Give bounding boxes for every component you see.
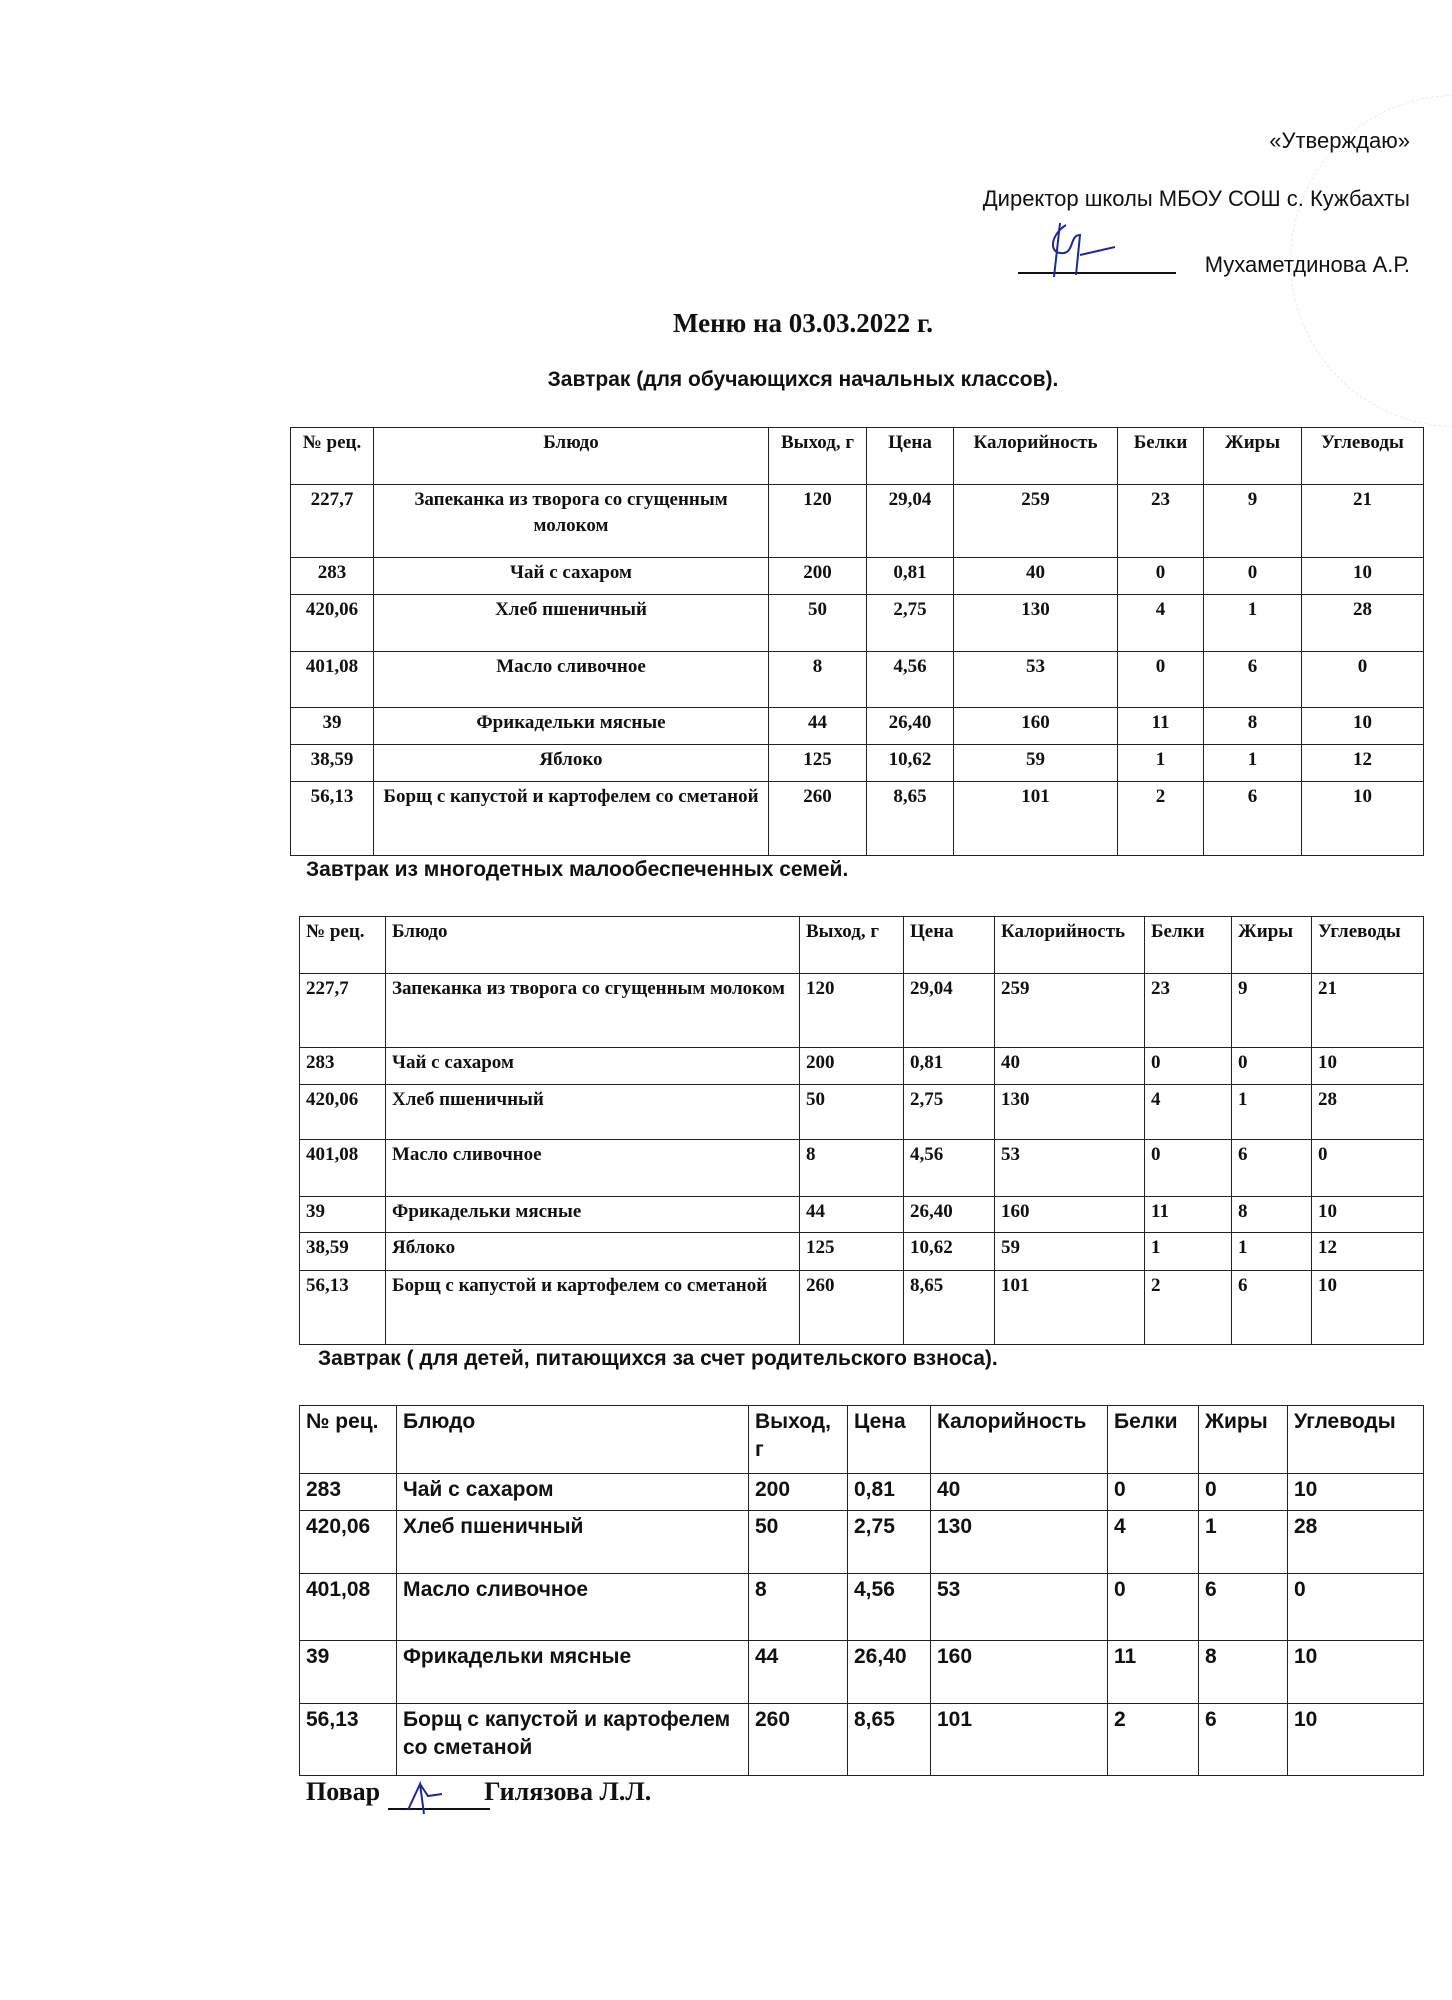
column-header: Цена: [848, 1406, 931, 1474]
table-cell: 10: [1312, 1048, 1424, 1085]
table-cell: 125: [769, 745, 867, 782]
table-cell: 39: [300, 1197, 386, 1233]
table-cell: Борщ с капустой и картофелем со сметаной: [397, 1704, 749, 1776]
column-header: № рец.: [300, 1406, 397, 1474]
table-cell: 0: [1145, 1140, 1232, 1197]
column-header: Калорийность: [954, 428, 1118, 485]
table-cell: 39: [300, 1641, 397, 1704]
column-header: Углеводы: [1302, 428, 1424, 485]
column-header: Калорийность: [931, 1406, 1108, 1474]
table-cell: 401,08: [300, 1140, 386, 1197]
table-cell: 26,40: [848, 1641, 931, 1704]
table-cell: 8: [1199, 1641, 1288, 1704]
table-cell: 39: [291, 708, 374, 745]
table-cell: 101: [995, 1271, 1145, 1345]
table-cell: 11: [1118, 708, 1204, 745]
column-header: Блюдо: [374, 428, 769, 485]
table-cell: 0: [1108, 1474, 1199, 1511]
table-cell: 8,65: [867, 782, 954, 856]
table-cell: 29,04: [904, 974, 995, 1048]
table-cell: 1: [1145, 1233, 1232, 1271]
table-cell: 28: [1302, 595, 1424, 652]
table-cell: Чай с сахаром: [397, 1474, 749, 1511]
table-cell: 8: [749, 1574, 848, 1641]
table-row: [291, 652, 1424, 708]
table-cell: Запеканка из творога со сгущенным молоком: [374, 485, 769, 558]
column-header: Белки: [1108, 1406, 1199, 1474]
table-cell: 40: [995, 1048, 1145, 1085]
table-cell: 8,65: [904, 1271, 995, 1345]
column-header: Жиры: [1232, 917, 1312, 974]
table-cell: 2: [1108, 1704, 1199, 1776]
table-row: [300, 1197, 1424, 1233]
table-cell: 59: [995, 1233, 1145, 1271]
table-cell: 125: [800, 1233, 904, 1271]
table-cell: 6: [1199, 1574, 1288, 1641]
table-cell: 29,04: [867, 485, 954, 558]
table-cell: 283: [291, 558, 374, 595]
table-cell: 44: [800, 1197, 904, 1233]
menu-table-primary: [290, 427, 1424, 856]
table-cell: 420,06: [300, 1085, 386, 1140]
table-cell: 200: [749, 1474, 848, 1511]
table-cell: 0: [1145, 1048, 1232, 1085]
table-cell: Чай с сахаром: [386, 1048, 800, 1085]
table-cell: 21: [1302, 485, 1424, 558]
table-cell: 1: [1232, 1233, 1312, 1271]
table-cell: 283: [300, 1048, 386, 1085]
table-cell: 420,06: [291, 595, 374, 652]
table-cell: 4: [1145, 1085, 1232, 1140]
table-cell: 130: [995, 1085, 1145, 1140]
table-cell: 2,75: [848, 1511, 931, 1574]
table-header-row: [291, 428, 1424, 485]
table-cell: 120: [800, 974, 904, 1048]
table-cell: 8: [800, 1140, 904, 1197]
column-header: Белки: [1145, 917, 1232, 974]
table-cell: 38,59: [300, 1233, 386, 1271]
table-cell: 50: [800, 1085, 904, 1140]
table-cell: 59: [954, 745, 1118, 782]
table-cell: 0: [1118, 652, 1204, 708]
table-cell: 0: [1288, 1574, 1424, 1641]
table-cell: 10: [1302, 558, 1424, 595]
table-header-row: [300, 917, 1424, 974]
table-cell: 401,08: [291, 652, 374, 708]
table-cell: 6: [1232, 1271, 1312, 1345]
table-cell: Борщ с капустой и картофелем со сметаной: [374, 782, 769, 856]
page-title: Меню на 03.03.2022 г.: [672, 308, 934, 338]
column-header: Цена: [904, 917, 995, 974]
cook-label: Повар: [306, 1777, 381, 1806]
column-header: № рец.: [291, 428, 374, 485]
table-cell: Чай с сахаром: [374, 558, 769, 595]
table-cell: 4: [1108, 1511, 1199, 1574]
table-cell: 260: [800, 1271, 904, 1345]
table-cell: 10: [1312, 1197, 1424, 1233]
table-cell: 11: [1145, 1197, 1232, 1233]
table-cell: Хлеб пшеничный: [397, 1511, 749, 1574]
table-row: [300, 1704, 1424, 1776]
table-cell: 160: [931, 1641, 1108, 1704]
table-cell: 200: [800, 1048, 904, 1085]
table-cell: 0: [1312, 1140, 1424, 1197]
table-cell: 101: [954, 782, 1118, 856]
table-cell: 10: [1288, 1641, 1424, 1704]
column-header: Цена: [867, 428, 954, 485]
table-cell: 1: [1199, 1511, 1288, 1574]
menu-table-large-families: [299, 916, 1424, 1345]
column-header: Блюдо: [386, 917, 800, 974]
table-cell: 0,81: [904, 1048, 995, 1085]
table-cell: 23: [1118, 485, 1204, 558]
column-header: Углеводы: [1312, 917, 1424, 974]
table-row: [300, 974, 1424, 1048]
table-cell: 53: [995, 1140, 1145, 1197]
table-row: [300, 1140, 1424, 1197]
table-cell: 130: [931, 1511, 1108, 1574]
table-cell: Яблоко: [374, 745, 769, 782]
table-cell: 12: [1312, 1233, 1424, 1271]
table-cell: Борщ с капустой и картофелем со сметаной: [386, 1271, 800, 1345]
table-cell: 53: [931, 1574, 1108, 1641]
cook-signature-icon: [398, 1778, 458, 1818]
table-cell: 28: [1312, 1085, 1424, 1140]
table-cell: 6: [1204, 782, 1302, 856]
table-cell: 56,13: [300, 1271, 386, 1345]
table-cell: Масло сливочное: [397, 1574, 749, 1641]
column-header: Выход, г: [749, 1406, 848, 1474]
menu-table-parent-paid: [299, 1405, 1424, 1776]
table-cell: 4: [1118, 595, 1204, 652]
table-cell: 227,7: [291, 485, 374, 558]
table-cell: 260: [749, 1704, 848, 1776]
table-cell: 10: [1288, 1474, 1424, 1511]
table-cell: 0: [1204, 558, 1302, 595]
column-header: № рец.: [300, 917, 386, 974]
table-cell: 0: [1199, 1474, 1288, 1511]
table-cell: 4,56: [904, 1140, 995, 1197]
table-row: [300, 1511, 1424, 1574]
column-header: Жиры: [1204, 428, 1302, 485]
table-cell: 1: [1204, 595, 1302, 652]
table-cell: 2: [1118, 782, 1204, 856]
table-row: [291, 485, 1424, 558]
director-title: Директор школы МБОУ СОШ с. Кужбахты: [982, 186, 1410, 211]
table-cell: Хлеб пшеничный: [386, 1085, 800, 1140]
table-row: [300, 1233, 1424, 1271]
table-cell: 2,75: [867, 595, 954, 652]
column-header: Блюдо: [397, 1406, 749, 1474]
table-cell: 227,7: [300, 974, 386, 1048]
table-cell: 10: [1302, 782, 1424, 856]
table-cell: 2: [1145, 1271, 1232, 1345]
table-cell: 0,81: [848, 1474, 931, 1511]
column-header: Жиры: [1199, 1406, 1288, 1474]
table-header-row: [300, 1406, 1424, 1474]
table-row: [291, 708, 1424, 745]
table-cell: 6: [1204, 652, 1302, 708]
table-cell: 9: [1232, 974, 1312, 1048]
table-cell: 1: [1232, 1085, 1312, 1140]
table-cell: 0: [1232, 1048, 1312, 1085]
table-cell: 101: [931, 1704, 1108, 1776]
table-cell: Фрикадельки мясные: [397, 1641, 749, 1704]
table-cell: 283: [300, 1474, 397, 1511]
table-cell: Запеканка из творога со сгущенным молоком: [386, 974, 800, 1048]
table-cell: 401,08: [300, 1574, 397, 1641]
table-row: [291, 782, 1424, 856]
table-cell: 130: [954, 595, 1118, 652]
table-cell: 44: [769, 708, 867, 745]
table-cell: 26,40: [867, 708, 954, 745]
table-cell: 160: [954, 708, 1118, 745]
table-cell: 160: [995, 1197, 1145, 1233]
director-name: Мухаметдинова А.Р.: [1204, 252, 1410, 277]
table-cell: 10,62: [904, 1233, 995, 1271]
table-cell: 6: [1199, 1704, 1288, 1776]
table-cell: 260: [769, 782, 867, 856]
table-cell: 4,56: [867, 652, 954, 708]
table-row: [291, 558, 1424, 595]
table-cell: 23: [1145, 974, 1232, 1048]
table-cell: 9: [1204, 485, 1302, 558]
table-cell: 28: [1288, 1511, 1424, 1574]
table-cell: 12: [1302, 745, 1424, 782]
table-row: [300, 1048, 1424, 1085]
cook-name: Гилязова Л.Л.: [484, 1777, 652, 1806]
table-cell: Фрикадельки мясные: [374, 708, 769, 745]
column-header: Калорийность: [995, 917, 1145, 974]
column-header: Углеводы: [1288, 1406, 1424, 1474]
table-cell: 0: [1118, 558, 1204, 595]
column-header: Выход, г: [769, 428, 867, 485]
table-cell: 50: [749, 1511, 848, 1574]
table-cell: 53: [954, 652, 1118, 708]
table-cell: 44: [749, 1641, 848, 1704]
table-cell: 8: [769, 652, 867, 708]
column-header: Выход, г: [800, 917, 904, 974]
table-cell: Хлеб пшеничный: [374, 595, 769, 652]
table-cell: 259: [995, 974, 1145, 1048]
table-cell: 10: [1312, 1271, 1424, 1345]
table-cell: 200: [769, 558, 867, 595]
section-caption-2: Завтрак из многодетных малообеспеченных семей.: [306, 858, 849, 881]
table-cell: 4,56: [848, 1574, 931, 1641]
table-row: [300, 1641, 1424, 1704]
table-row: [300, 1271, 1424, 1345]
table-row: [291, 595, 1424, 652]
section-caption-1: Завтрак (для обучающихся начальных классов).: [547, 368, 1059, 391]
cook-signature-block: [306, 1777, 651, 1807]
table-cell: 0: [1302, 652, 1424, 708]
table-cell: 0,81: [867, 558, 954, 595]
section-caption-3: Завтрак ( для детей, питающихся за счет родительского взноса).: [318, 1347, 998, 1370]
column-header: Белки: [1118, 428, 1204, 485]
table-cell: 40: [931, 1474, 1108, 1511]
approve-label: «Утверждаю»: [1269, 128, 1410, 153]
table-row: [300, 1574, 1424, 1641]
table-cell: 10: [1302, 708, 1424, 745]
table-cell: 6: [1232, 1140, 1312, 1197]
table-cell: Масло сливочное: [374, 652, 769, 708]
director-signature-icon: [1040, 215, 1130, 285]
table-cell: 120: [769, 485, 867, 558]
table-row: [300, 1085, 1424, 1140]
table-cell: 38,59: [291, 745, 374, 782]
table-cell: 50: [769, 595, 867, 652]
table-cell: 56,13: [300, 1704, 397, 1776]
table-cell: Масло сливочное: [386, 1140, 800, 1197]
table-cell: Яблоко: [386, 1233, 800, 1271]
table-cell: 8: [1204, 708, 1302, 745]
table-cell: 21: [1312, 974, 1424, 1048]
table-cell: 259: [954, 485, 1118, 558]
table-cell: 0: [1108, 1574, 1199, 1641]
table-cell: 420,06: [300, 1511, 397, 1574]
table-cell: 11: [1108, 1641, 1199, 1704]
table-cell: 1: [1118, 745, 1204, 782]
table-cell: 8: [1232, 1197, 1312, 1233]
table-cell: 1: [1204, 745, 1302, 782]
table-cell: 8,65: [848, 1704, 931, 1776]
table-cell: 10: [1288, 1704, 1424, 1776]
table-row: [291, 745, 1424, 782]
table-cell: 40: [954, 558, 1118, 595]
table-cell: Фрикадельки мясные: [386, 1197, 800, 1233]
table-cell: 10,62: [867, 745, 954, 782]
table-cell: 26,40: [904, 1197, 995, 1233]
table-cell: 2,75: [904, 1085, 995, 1140]
table-row: [300, 1474, 1424, 1511]
table-cell: 56,13: [291, 782, 374, 856]
